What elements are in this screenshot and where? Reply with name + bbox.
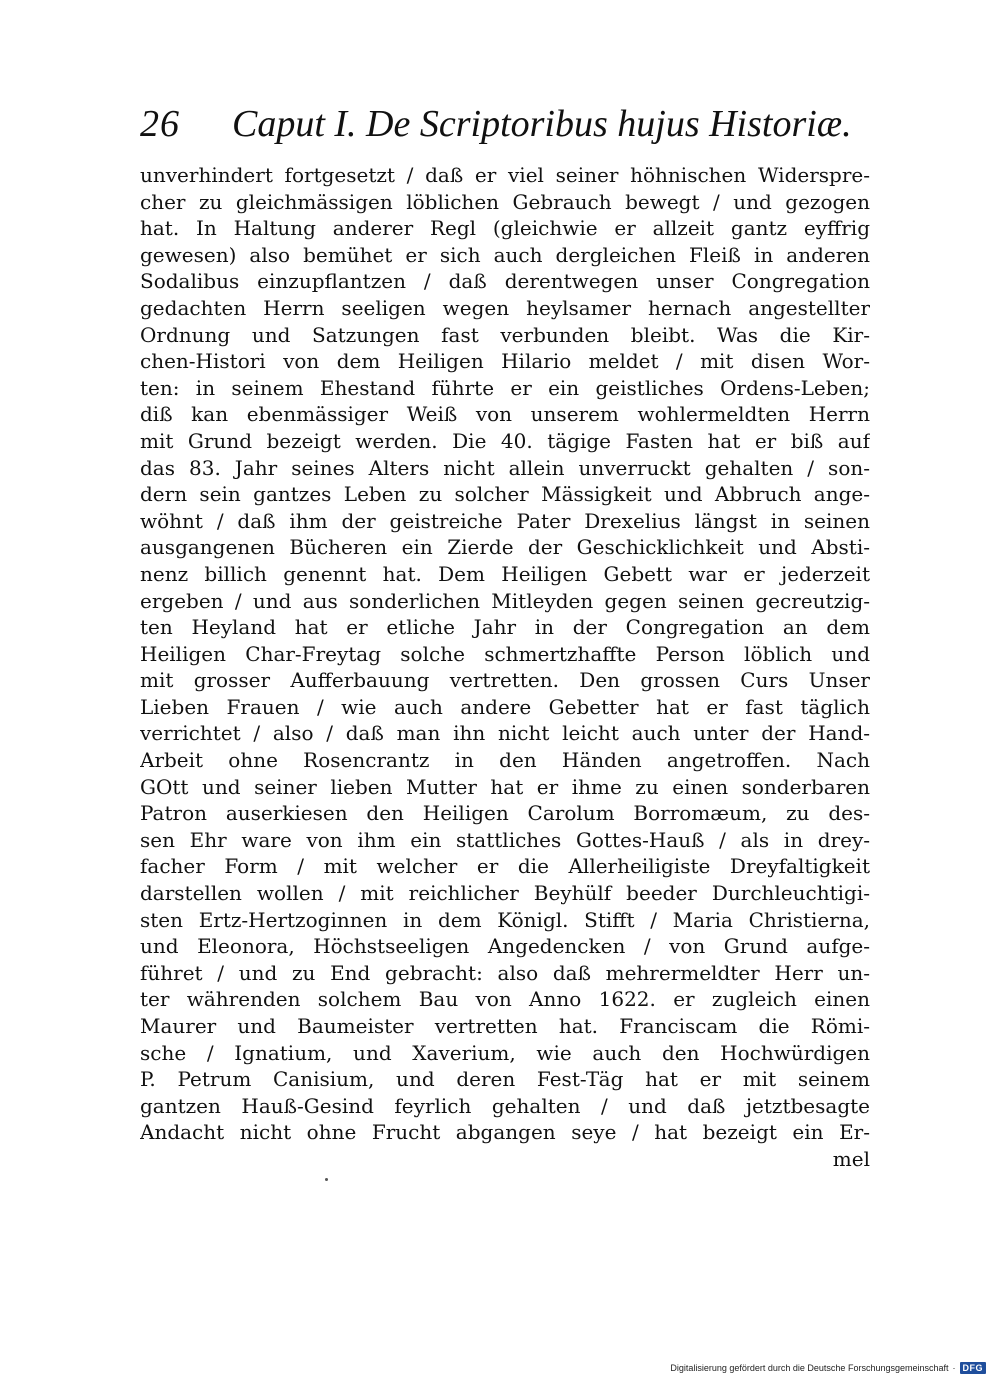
text-line: Patron auserkiesen den Heiligen Carolum Borromæum, zu des- [140,801,870,826]
text-line: sten Ertz-Hertzoginnen in dem Königl. Stifft / Maria Christierna, [140,907,870,932]
text-line: GOtt und seiner lieben Mutter hat er ihme zu einen sonderbaren [140,774,870,799]
text-line: ten Heyland hat er etliche Jahr in der Congregation an dem [140,615,870,640]
text-line: sche / Ignatium, und Xaverium, wie auch den Hochwürdigen [140,1040,870,1065]
text-line: chen-Histori von dem Heiligen Hilario meldet / mit disen Wor- [140,349,870,374]
text-line: cher zu gleichmässigen löblichen Gebrauch bewegt / und gezogen [140,189,870,214]
text-line: verrichtet / also / daß man ihn nicht leicht auch unter der Hand- [140,721,870,746]
text-line: sen Ehr ware von ihm ein stattliches Gottes-Hauß / als in drey- [140,827,870,852]
text-line: nenz billich genennt hat. Dem Heiligen Gebett war er jederzeit [140,561,870,586]
body-text [140,162,870,1173]
text-line: unverhindert fortgesetzt / daß er viel seiner höhnischen Widerspre- [140,163,870,187]
page-header [140,102,880,154]
text-line: Andacht nicht ohne Frucht abgangen seye / hat bezeigt ein Er- [140,1120,870,1145]
footer-credit: Digitalisierung gefördert durch die Deutsche Forschungsgemeinschaft [670,1363,949,1373]
text-line: Maurer und Baumeister vertretten hat. Franciscam die Römi- [140,1014,870,1038]
text-line: Ordnung und Satzungen fast verbunden bleibt. Was die Kir- [140,322,870,347]
text-line: wöhnt / daß ihm der geistreiche Pater Drexelius längst in seinen [140,508,870,533]
text-line: darstellen wollen / mit reichlicher Beyhülf beeder Durchleuchtigi- [140,881,870,906]
dfg-logo-icon: DFG [960,1362,987,1374]
text-line: Heiligen Char-Freytag solche schmertzhaffte Person löblich und [140,641,870,666]
text-line: ter währenden solchem Bau von Anno 1622. er zugleich einen [140,987,870,1012]
separator-dot: · [952,1363,956,1373]
text-line: hat. In Haltung anderer Regl (gleichwie er allzeit gantz eyffrig [140,216,870,241]
text-line: ten: in seinem Ehestand führte er ein geistliches Ordens-Leben; [140,375,870,400]
text-line: P. Petrum Canisium, und deren Fest-Täg hat er mit seinem [140,1067,870,1092]
text-line: dern sein gantzes Leben zu solcher Mässigkeit und Abbruch ange- [140,482,870,507]
text-line: führet / und zu End gebracht: also daß mehrermeldter Herr un- [140,960,870,985]
text-line: mel [832,1146,870,1171]
text-line: Arbeit ohne Rosencrantz in den Händen angetroffen. Nach [140,748,870,773]
text-line: mit grosser Aufferbauung vertretten. Den grossen Curs Unser [140,668,870,693]
text-line: Lieben Frauen / wie auch andere Gebetter hat er fast täglich [140,694,870,719]
text-line: mit Grund bezeigt werden. Die 40. tägige Fasten hat er biß auf [140,428,870,453]
page-number: 26 [140,103,180,145]
text-line: und Eleonora, Höchstseeligen Angedencken / von Grund aufge- [140,934,870,959]
text-line: ergeben / und aus sonderlichen Mitleyden gegen seinen gecreutzig- [140,588,870,613]
text-line: gedachten Herrn seeligen wegen heylsamer hernach angestellter [140,295,870,320]
text-line: ausgangenen Bücheren ein Zierde der Geschicklichkeit und Absti- [140,535,870,560]
digitization-footer [670,1362,986,1374]
running-title: Caput I. De Scriptoribus hujus Historiæ. [232,103,852,145]
text-line: das 83. Jahr seines Alters nicht allein unverruckt gehalten / son- [140,455,870,480]
text-line: Sodalibus einzupflantzen / daß derentwegen unser Congregation [140,269,870,294]
ink-speck [325,1178,328,1181]
text-line: gantzen Hauß-Gesind feyrlich gehalten / und daß jetztbesagte [140,1093,870,1118]
text-line: gewesen) also bemühet er sich auch dergleichen Fleiß in anderen [140,242,870,267]
text-line: facher Form / mit welcher er die Allerheiligiste Dreyfaltigkeit [140,854,870,879]
text-line: diß kan ebenmässiger Weiß von unserem wohlermeldten Herrn [140,402,870,427]
